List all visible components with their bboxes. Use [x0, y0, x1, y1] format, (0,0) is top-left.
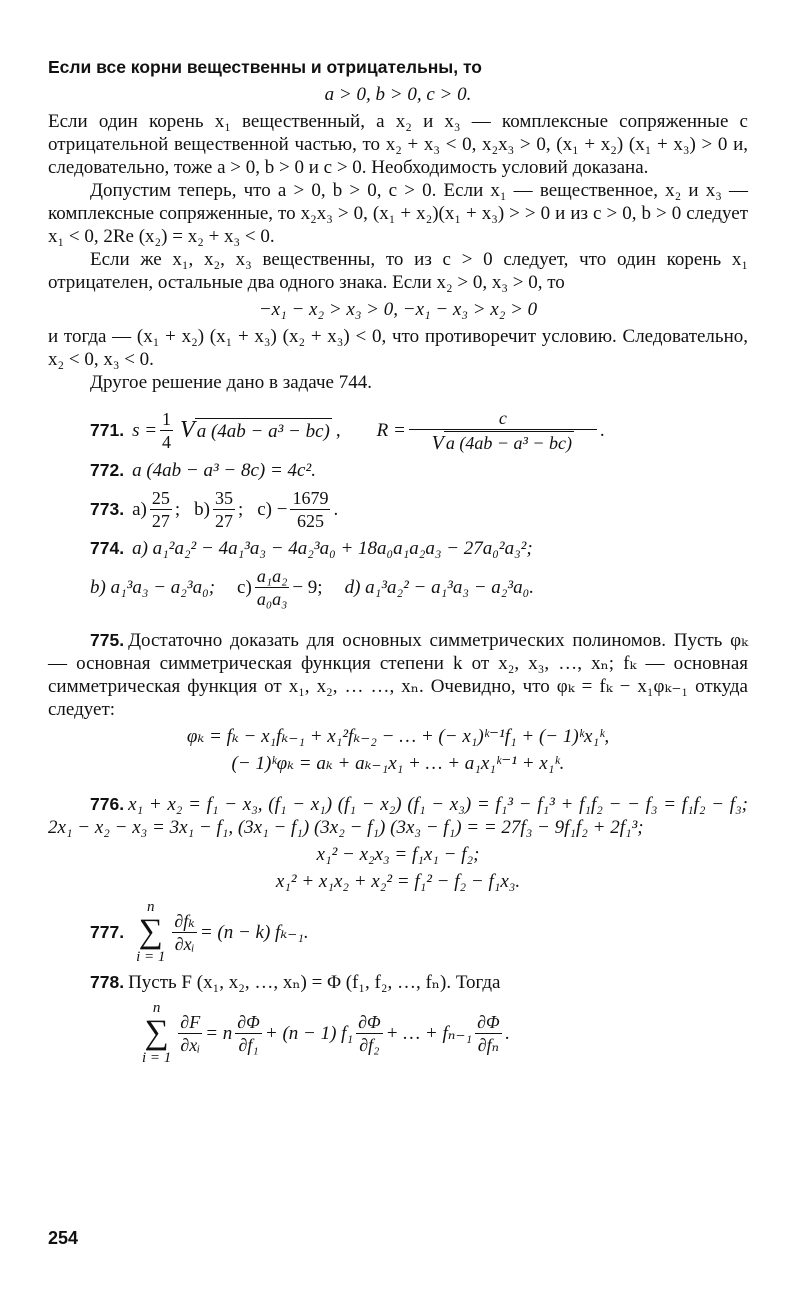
paragraph-contradiction: и тогда — (x₁ + x₂) (x₁ + x₃) (x₂ + x₃) < 0, что противоречит условию. Следовательно, x₂ < 0, x₃ < 0. [48, 326, 748, 370]
fraction-denominator: a₀a₃ [256, 589, 288, 609]
equation-778-term-fn-1: + … + fₙ₋₁ [385, 1022, 473, 1044]
fraction-numerator: 1 [162, 409, 172, 429]
fraction-numerator: 1679 [292, 488, 329, 508]
paragraph-real-roots: Если же x₁, x₂, x₃ вещественны, то из c > 0 следует, что один корень x₁ отрицателен, остальные два одного знака. Если x₂ > 0, x₃ > 0, то [48, 249, 748, 293]
answer-774-c-tail: − 9; [292, 577, 323, 598]
fraction-numerator: ∂fₖ [174, 910, 195, 931]
paragraph-other-solution: Другое решение дано в задаче 744. [90, 372, 372, 393]
sqrt-icon: V [431, 432, 444, 454]
answer-774a [90, 537, 748, 560]
problem-number-773: 773. [90, 499, 125, 519]
problem-number-772: 772. [90, 460, 125, 480]
answer-778-text: Пусть F (x₁, x₂, …, xₙ) = Φ (f₁, f₂, …, fₙ). Тогда [128, 972, 501, 993]
fraction-numerator: ∂F [180, 1011, 201, 1032]
fraction-denominator: 27 [214, 511, 233, 531]
answer-772 [90, 459, 748, 482]
page-number: 254 [48, 1228, 79, 1248]
paragraph-intro: Если все корни вещественны и отрицательны, то [48, 57, 482, 77]
equation-778-end: . [504, 1022, 510, 1044]
answer-773: 773. a) $\frac{25}{27}$ ; b) $\frac{35}{27}$ ; c) − $\frac{1679}{625}$ . [90, 488, 339, 531]
fraction-numerator: ∂Φ [358, 1011, 381, 1032]
problem-number-771: 771. [90, 420, 125, 440]
fraction-numerator: ∂Φ [237, 1011, 260, 1032]
fraction-778-t2 [356, 1012, 383, 1055]
summation-symbol [136, 899, 165, 965]
equation-778-term-n-minus-1: + (n − 1) f₁ [264, 1022, 354, 1044]
part-b-label: b) [194, 499, 210, 520]
fraction-778-t1 [235, 1012, 262, 1055]
answer-774-b: b) a₁³a₃ − a₂³a₀; [90, 577, 216, 598]
fraction-773-a [150, 488, 172, 531]
answer-778 [90, 971, 748, 994]
fraction-778-lhs [178, 1012, 202, 1055]
problem-number-776: 776. [90, 794, 125, 814]
fraction-773-c [290, 488, 330, 531]
problem-number-777: 777. [90, 921, 125, 942]
fraction-denominator [430, 430, 576, 453]
equation-776-b: x₁² + x₁x₂ + x₂² = f₁² − f₂ − f₁x₃. [275, 871, 521, 892]
equation-775-phi: φₖ = fₖ − x₁fₖ₋₁ + x₁²fₖ₋₂ − … + (− x₁)ᵏ⁻¹f₁ + (− 1)ᵏx₁ᵏ, [186, 726, 610, 747]
answer-774-d: d) a₁³a₂² − a₁³a₃ − a₂³a₀. [344, 577, 534, 598]
fraction-numerator: a₁a₂ [256, 566, 288, 586]
fraction-numerator: c [409, 408, 597, 430]
equation-776-a: x₁² − x₂x₃ = f₁x₁ − f₂; [316, 844, 480, 865]
sum-upper-limit: n [152, 1000, 161, 1016]
answer-771-s-label: s = [132, 420, 158, 441]
fraction-denominator: ∂xᵢ [174, 933, 195, 954]
fraction-denominator: 4 [162, 432, 172, 452]
paragraph-complex-roots: Если один корень x₁ вещественный, а x₂ и x₃ — комплексные сопряженные с отрицательной вещественной частью, то x₂ + x₃ < 0, x₂x₃ > 0, (x₁ + x₂) (x₁ + x₃) > 0 и, следовательно, тоже a > 0, b > 0 и c > 0. Необходимость условий доказана. [48, 111, 748, 178]
fraction-771-R [409, 408, 597, 453]
fraction-denominator: 625 [296, 511, 324, 531]
fraction-773-b [213, 488, 235, 531]
part-c-label: c) − [257, 499, 288, 520]
sum-upper-limit: n [146, 899, 155, 915]
sqrt-icon: V [180, 417, 195, 443]
answer-776 [48, 793, 748, 839]
equation-inequalities: −x₁ − x₂ > x₃ > 0, −x₁ − x₃ > x₂ > 0 [258, 299, 538, 320]
fraction-777 [172, 911, 196, 954]
fraction-numerator: 35 [214, 488, 233, 508]
equation-775-sign: (− 1)ᵏφₖ = aₖ + aₖ₋₁x₁ + … + a₁x₁ᵏ⁻¹ + x₁ᵏ. [231, 753, 565, 774]
radicand-771-s: a (4ab − a³ − bc) [195, 418, 332, 443]
fraction-denominator: 27 [151, 511, 170, 531]
answer-777 [90, 899, 748, 965]
problem-number-778: 778. [90, 972, 125, 992]
sum-lower-limit: i = 1 [142, 1050, 172, 1066]
fraction-numerator: 25 [151, 488, 170, 508]
fraction-one-quarter [160, 409, 173, 452]
answer-777-rhs: = (n − k) fₖ₋₁. [199, 921, 309, 943]
answer-775 [48, 629, 748, 721]
answer-774bcd [90, 566, 748, 609]
equation-778-term-n: = n [205, 1022, 233, 1044]
part-c-label: c) [237, 577, 252, 598]
sigma-icon: ∑ [138, 913, 163, 950]
sum-lower-limit: i = 1 [136, 949, 166, 965]
paragraph-suppose: Допустим теперь, что a > 0, b > 0, c > 0. Если x₁ — вещественное, x₂ и x₃ — комплексные сопряженные, то x₂x₃ > 0, (x₁ + x₂)(x₁ + x₃) > > 0 и из c > 0, b > 0 следует x₁ < 0, 2Re (x₂) = x₂ + x₃ < 0. [48, 180, 748, 247]
summation-symbol [142, 1000, 171, 1066]
answer-775-text: Достаточно доказать для основных симметрических полиномов. Пусть φₖ — основная симметрическая функция степени k от x₂, x₃, …, xₙ; fₖ — основная симметрическая функция от x₁, x₂, … …, xₙ. Очевидно, что φₖ = fₖ − x₁φₖ₋₁ откуда следует: [48, 630, 748, 720]
equation-abc-positive: a > 0, b > 0, c > 0. [324, 84, 472, 105]
sigma-icon: ∑ [144, 1014, 169, 1051]
fraction-denominator: ∂f₁ [238, 1034, 259, 1055]
part-a-label: a) [132, 499, 147, 520]
fraction-denominator: ∂xᵢ [180, 1034, 201, 1055]
answer-772-text: a (4ab − a³ − 8c) = 4c². [132, 460, 316, 481]
fraction-778-t3 [475, 1012, 502, 1055]
page-content [48, 56, 748, 1072]
answer-776-text: x₁ + x₂ = f₁ − x₃, (f₁ − x₁) (f₁ − x₂) (f₁ − x₃) = f₁³ − f₁³ + f₁f₂ − − f₃ = f₁f₂ − f₃; 2x₁ − x₂ − x₃ = 3x₁ − f₁, (3x₁ − f₁) (3x₂ − f₁) (3x₃ − f₁) = = 27f₃ − 9f₁f₂ + 2f₁³; [48, 794, 748, 838]
equation-778 [138, 1000, 748, 1066]
fraction-denominator: ∂f₂ [359, 1034, 380, 1055]
answer-774-a: a) a₁²a₂² − 4a₁³a₃ − 4a₂³a₀ + 18a₀a₁a₂a₃ − 27a₀²a₃²; [132, 538, 533, 559]
answer-771-R-label: R = [376, 420, 406, 441]
fraction-denominator: ∂fₙ [477, 1034, 499, 1055]
fraction-774-c [255, 566, 290, 609]
radicand-771-R: a (4ab − a³ − bc) [445, 433, 573, 453]
problem-number-775: 775. [90, 630, 125, 650]
problem-number-774: 774. [90, 538, 125, 558]
answer-771: 771. s = $\frac{1}{4}$ V a (4ab − a³ − bc) , R = $\frac{c}{\text{V a (4ab − a³ − bc)}}$ . [90, 408, 605, 454]
fraction-numerator: ∂Φ [477, 1011, 500, 1032]
